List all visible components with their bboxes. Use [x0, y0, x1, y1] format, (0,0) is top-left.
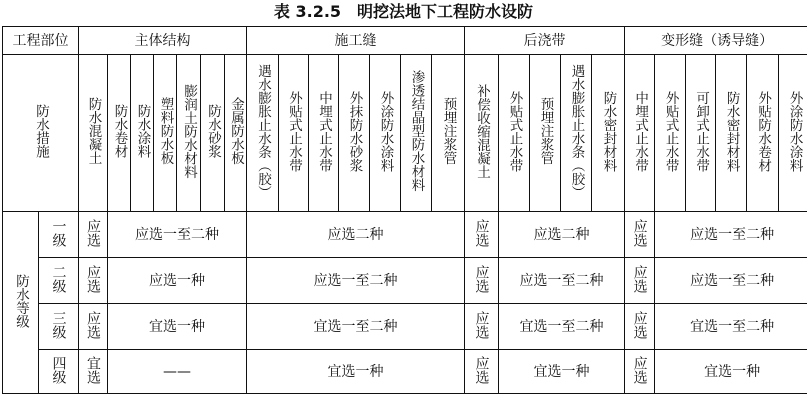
group-post-pour-strip: 后浇带: [465, 27, 625, 55]
measure-label: 外贴式止水带: [506, 90, 523, 172]
measure-cell: [530, 55, 561, 212]
measure-cell: [370, 55, 401, 212]
measure-cell: [309, 55, 339, 212]
measure-cell: [592, 55, 625, 212]
measure-cell: [686, 55, 716, 212]
cell: 宜选一种: [655, 350, 807, 394]
measure-label: 防水砂浆: [205, 104, 221, 158]
measure-cell: [465, 55, 499, 212]
measure-label: 外贴式止水带: [286, 90, 303, 172]
cell: 应选: [79, 304, 108, 350]
measure-cell: [339, 55, 370, 212]
measure-label: 金属防水板: [228, 97, 244, 165]
measure-label: 外抹防水砂浆: [346, 90, 363, 172]
cell: 应选: [625, 350, 655, 394]
measure-cell: [432, 55, 465, 212]
measure-label: 外贴防水卷材: [755, 90, 772, 172]
measure-cell: [225, 55, 247, 212]
measure-cell: [716, 55, 747, 212]
cell: 宜选: [79, 350, 108, 394]
measure-cell: [499, 55, 530, 212]
measure-label: 防水卷材: [111, 104, 128, 158]
cell: 应选: [625, 304, 655, 350]
measure-cell: [247, 55, 279, 212]
cell: 宜选一至二种: [499, 304, 625, 350]
measure-cell: [79, 55, 108, 212]
measures-label: 防水措施: [33, 104, 49, 158]
cell: 应选: [79, 212, 108, 258]
measure-label: 预埋注浆管: [440, 97, 457, 165]
measure-label: 塑料防水板: [157, 97, 174, 165]
measure-cell: [779, 55, 807, 212]
cell: 应选: [465, 258, 499, 304]
measure-label: 中埋式止水带: [632, 90, 649, 172]
cell: 宜选一至二种: [655, 304, 807, 350]
grade-level: 二级: [39, 258, 79, 304]
cell: 宜选一种: [108, 304, 247, 350]
measure-label: 遇水膨胀止水条（胶）: [568, 63, 585, 199]
measure-label: 防水混凝土: [85, 97, 102, 165]
measure-label: 预埋注浆管: [537, 97, 554, 165]
measure-label: 渗透结晶型防水材料: [408, 70, 425, 192]
measure-cell: [747, 55, 779, 212]
group-deformation-joint: 变形缝（诱导缝）: [625, 27, 807, 55]
group-main-structure: 主体结构: [79, 27, 247, 55]
cell: 应选: [79, 258, 108, 304]
measure-cell: [154, 55, 177, 212]
table-title: 表 3.2.5 明挖法地下工程防水设防: [273, 2, 534, 21]
project-part-header: 工程部位: [3, 27, 79, 55]
cell: 应选: [625, 212, 655, 258]
group-construction-joint: 施工缝: [247, 27, 465, 55]
cell: 应选: [465, 304, 499, 350]
measure-label: 补偿收缩混凝土: [474, 83, 491, 179]
cell: 应选一种: [108, 258, 247, 304]
measure-cell: [108, 55, 131, 212]
cell: 宜选一种: [499, 350, 625, 394]
cell: 应选一至二种: [655, 212, 807, 258]
measure-label: 外贴式止水带: [662, 90, 679, 172]
cell: 宜选一种: [247, 350, 465, 394]
grade-level: 四级: [39, 350, 79, 394]
cell: 应选: [465, 350, 499, 394]
measure-label: 防水涂料: [134, 104, 151, 158]
measures-header: [3, 55, 79, 212]
grade-header: [3, 212, 39, 394]
measure-cell: [625, 55, 655, 212]
measure-label: 遇水膨胀止水条（胶）: [255, 63, 272, 199]
measure-cell: [131, 55, 154, 212]
cell: 应选二种: [247, 212, 465, 258]
measure-label: 防水密封材料: [723, 90, 740, 172]
grade-level: 一级: [39, 212, 79, 258]
grade-label: 防水等级: [13, 273, 29, 328]
cell: 应选一至二种: [655, 258, 807, 304]
measure-label: 外涂防水涂料: [786, 90, 803, 172]
measure-cell: [201, 55, 225, 212]
measure-label: 膨润土防水材料: [181, 83, 197, 179]
grade-level: 三级: [39, 304, 79, 350]
cell: 应选一至二种: [247, 258, 465, 304]
measure-label: 防水密封材料: [600, 90, 617, 172]
measure-cell: [561, 55, 592, 212]
measure-cell: [177, 55, 201, 212]
cell: 应选一至二种: [108, 212, 247, 258]
measure-cell: [279, 55, 309, 212]
cell: 应选: [465, 212, 499, 258]
measure-label: 可卸式止水带: [693, 90, 710, 172]
cell: 应选: [625, 258, 655, 304]
cell: 应选二种: [499, 212, 625, 258]
measure-label: 外涂防水涂料: [377, 90, 394, 172]
cell: 应选一至二种: [499, 258, 625, 304]
cell: ——: [108, 350, 247, 394]
measure-cell: [655, 55, 686, 212]
waterproofing-table: [2, 26, 807, 394]
cell: 宜选一至二种: [247, 304, 465, 350]
measure-label: 中埋式止水带: [316, 90, 333, 172]
measure-cell: [401, 55, 432, 212]
